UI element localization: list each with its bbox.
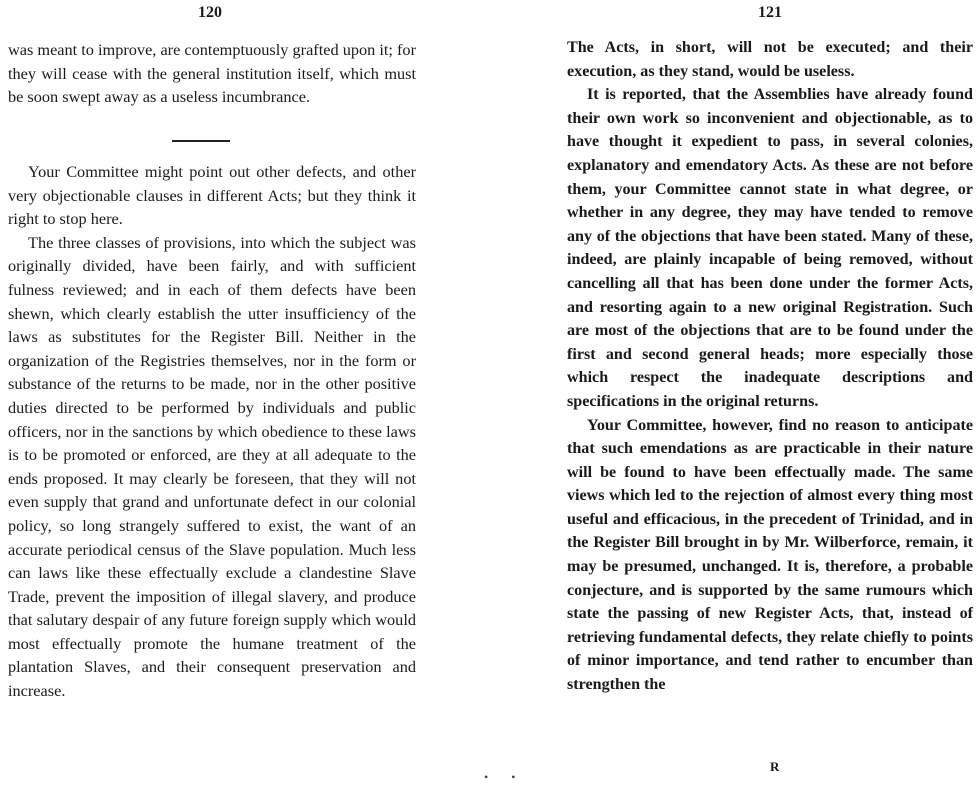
- left-body-text: [8, 160, 416, 703]
- right-body-text: [567, 36, 973, 697]
- left-continued-text: [8, 38, 416, 109]
- right-page: [560, 0, 980, 787]
- section-divider: [172, 140, 230, 142]
- left-paragraph: Your Committee might point out other defects, and other very objectionable clauses in different Acts; but they think it right to stop here.: [8, 162, 416, 229]
- right-paragraph: Your Committee, however, find no reason to anticipate that such emendations as are practicable in their nature will be found to have been effectually made. The same views which led to the rejection of almost every thing most useful and efficacious, in the precedent of Trinidad, and in the Register Bill brought in by Mr. Wilberforce, remain, it may be presumed, unchanged. It is, therefore, a probable conjecture, and is supported by the same rumours which state the passing of new Register Acts, that, instead of retrieving fundamental defects, they relate chiefly to points of minor importance, and tend rather to encumber than strengthen the: [567, 416, 973, 694]
- right-continued-paragraph: The Acts, in short, will not be executed; and their execution, as they stand, would be useless.: [567, 39, 973, 80]
- left-continued-paragraph: was meant to improve, are contemptuously grafted upon it; for they will cease with the general institution itself, which must be soon swept away as a useless incumbrance.: [8, 40, 416, 107]
- gutter-marks: • •: [484, 770, 526, 784]
- left-paragraph: The three classes of provisions, into which the subject was originally divided, have been fairly, and with sufficient fulness reviewed; and in each of them defects have been shewn, which clearly establish the utter insufficiency of the laws as substitutes for the Register Bill. Neither in the organization of the Registries themselves, nor in the form or substance of the returns to be made, nor in the other positive duties directed to be performed by individuals and public officers, nor in the sanctions by which obedience to these laws is to be promoted or enforced, are they at all adequate to the ends proposed. It may clearly be foreseen, that they will not even supply that grand and unfortunate defect in our colonial policy, so long strangely suffered to exist, the want of an accurate periodical census of the Slave population. Much less can laws like these effectually exclude a clandestine Slave Trade, prevent the imposition of illegal slavery, and produce that salutary despair of any future foreign supply which would most effectually promote the humane treatment of the plantation Slaves, and their consequent preservation and increase.: [8, 232, 416, 701]
- right-page-number: 121: [758, 4, 782, 21]
- signature-mark: R: [770, 759, 780, 774]
- left-page-number: 120: [198, 4, 222, 21]
- left-page: [0, 0, 470, 787]
- right-paragraph: It is reported, that the Assemblies have already found their own work so inconvenient and objectionable, as to have thought it expedient to pass, in several colonies, explanatory and emendatory Acts. As these are not before them, your Committee cannot state in what degree, or whether in any degree, they may have tended to remove any of the objections that have been stated. Many of these, indeed, are plainly incapable of being removed, without cancelling all that has been done under the former Acts, and resorting again to a new original Registration. Such are most of the objections that are to be found under the first and second general heads; more especially those which respect the inadequate descriptions and specifications in the original returns.: [567, 86, 973, 410]
